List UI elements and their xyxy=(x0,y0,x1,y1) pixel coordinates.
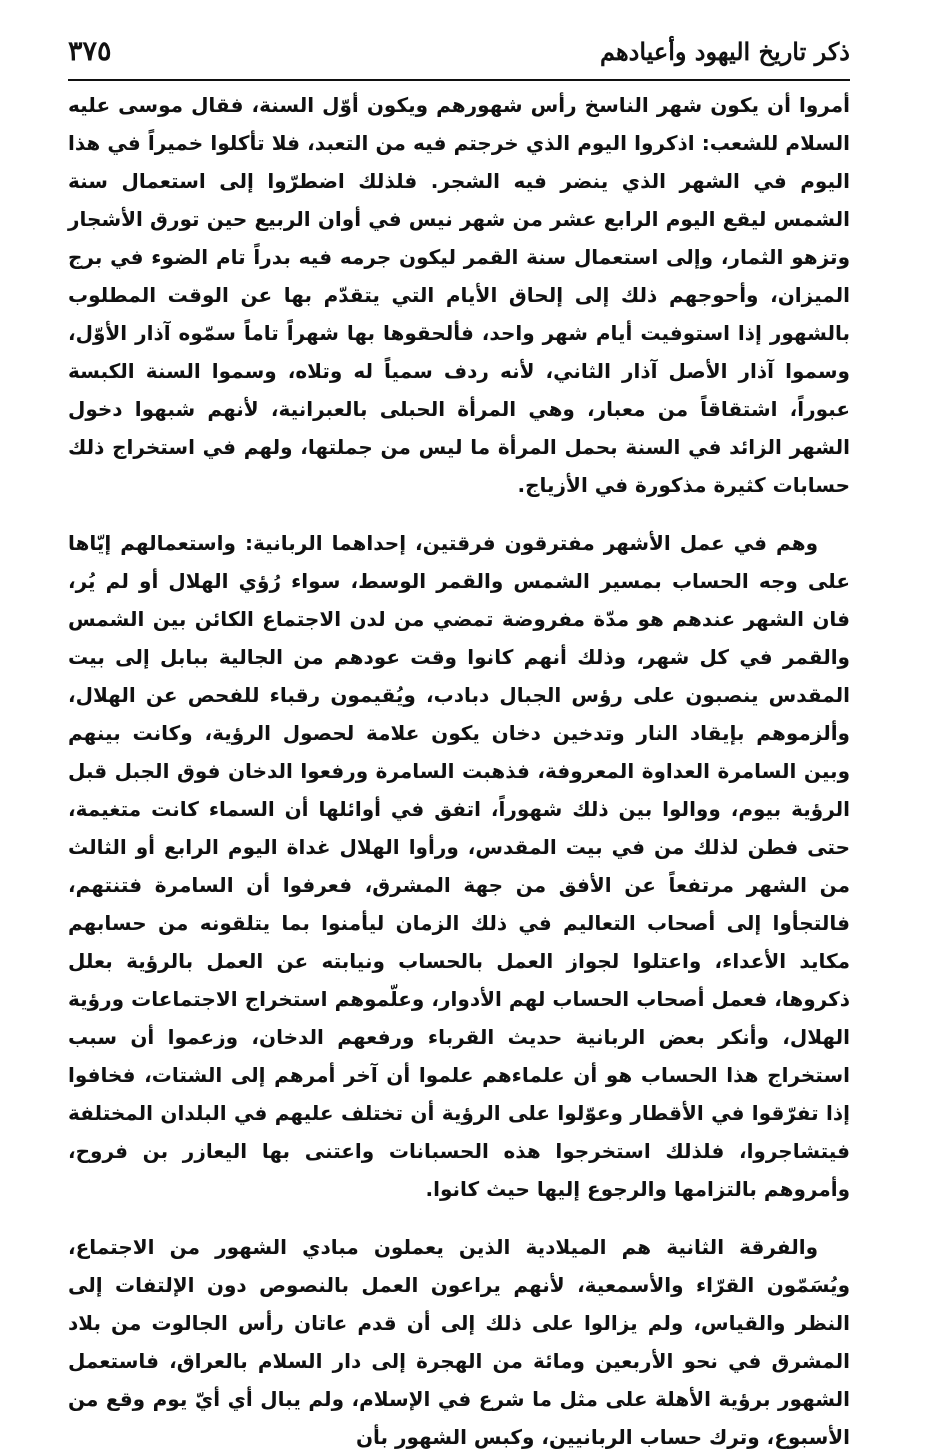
paragraph-3: والفرقة الثانية هم الميلادية الذين يعملون مبادي الشهور من الاجتماع، ويُسَمّون القرّاء والأسمعية، لأنهم يراعون العمل بالنصوص دون الإلتفات إلى النظر والقياس، ولم يزالوا على ذلك إلى أن قدم عاتان رأس الجالوت من بلاد المشرق في نحو الأربعين ومائة من الهجرة إلى دار السلام بالعراق، فاستعمل الشهور برؤية الأهلة على مثل ما شرع في الإسلام، ولم يبال أي أيّ يوم وقع من الأسبوع، وترك حساب الربانيين، وكبس الشهور بأن xyxy=(68,1235,850,1449)
paragraph-1: أمروا أن يكون شهر الناسخ رأس شهورهم ويكون أوّل السنة، فقال موسى عليه السلام للشعب: اذكروا اليوم الذي خرجتم فيه من التعبد، فلا تأكلوا خميراً في هذا اليوم في الشهر الذي ينضر فيه الشجر. فلذلك اضطرّوا إلى استعمال سنة الشمس ليقع اليوم الرابع عشر من شهر نيس في أوان الربيع حين تورق الأشجار وتزهو الثمار، وإلى استعمال سنة القمر ليكون جرمه فيه بدراً تام الضوء في برج الميزان، وأحوجهم ذلك إلى إلحاق الأيام التي يتقدّم بها عن الوقت المطلوب بالشهور إذا استوفيت أيام شهر واحد، فألحقوها بها شهراً تاماً سمّوه آذار الأوّل، وسموا آذار الأصل آذار الثاني، لأنه ردف سمياً له وتلاه، وسموا السنة الكبسة عبوراً، اشتقاقاً من معبار، وهي المرأة الحبلى بالعبرانية، لأنهم شبهوا دخول الشهر الزائد في السنة بحمل المرأة ما ليس من جملتها، ولهم في استخراج ذلك حسابات كثيرة مذكورة في الأزياج. xyxy=(68,93,850,497)
running-title: ذكر تاريخ اليهود وأعيادهم xyxy=(600,37,850,66)
body-text xyxy=(68,86,850,1456)
running-head xyxy=(68,30,850,74)
page-number: ٣٧٥ xyxy=(68,36,112,67)
header-rule xyxy=(68,79,850,81)
paragraph-2: وهم في عمل الأشهر مفترقون فرقتين، إحداهما الربانية: واستعمالهم إيّاها على وجه الحساب بمسير الشمس والقمر الوسط، سواء رُؤي الهلال أو لم يُر، فان الشهر عندهم هو مدّة مفروضة تمضي من لدن الاجتماع الكائن بين الشمس والقمر في كل شهر، وذلك أنهم كانوا وقت عودهم من الجالية ببابل إلى بيت المقدس ينصبون على رؤس الجبال دبادب، ويُقيمون رقباء للفحص عن الهلال، وألزموهم بإيقاد النار وتدخين دخان يكون علامة لحصول الرؤية، وكانت بينهم وبين السامرة العداوة المعروفة، فذهبت السامرة ورفعوا الدخان فوق الجبل قبل الرؤية بيوم، ووالوا بين ذلك شهوراً، اتفق في أوائلها أن السماء كانت متغيمة، حتى فطن لذلك من في بيت المقدس، ورأوا الهلال غداة اليوم الرابع أو الثالث من الشهر مرتفعاً عن الأفق من جهة المشرق، فعرفوا أن السامرة فتنتهم، فالتجأوا إلى أصحاب التعاليم في ذلك الزمان ليأمنوا بما يتلقونه من حسابهم مكايد الأعداء، واعتلوا لجواز العمل بالحساب ونيابته عن العمل بالرؤية بعلل ذكروها، فعمل أصحاب الحساب لهم الأدوار، وعلّموهم استخراج الاجتماعات ورؤية الهلال، وأنكر بعض الربانية حديث القرباء ورفعهم الدخان، وزعموا أن سبب استخراج هذا الحساب هو أن علماءهم علموا أن آخر أمرهم إلى الشتات، فخافوا إذا تفرّقوا في الأقطار وعوّلوا على الرؤية أن تختلف عليهم في البلدان المختلفة فيتشاجروا، فلذلك استخرجوا هذه الحسبانات واعتنى بها اليعازر بن فروح، وأمروهم بالتزامها والرجوع إليها حيث كانوا. xyxy=(68,531,850,1201)
